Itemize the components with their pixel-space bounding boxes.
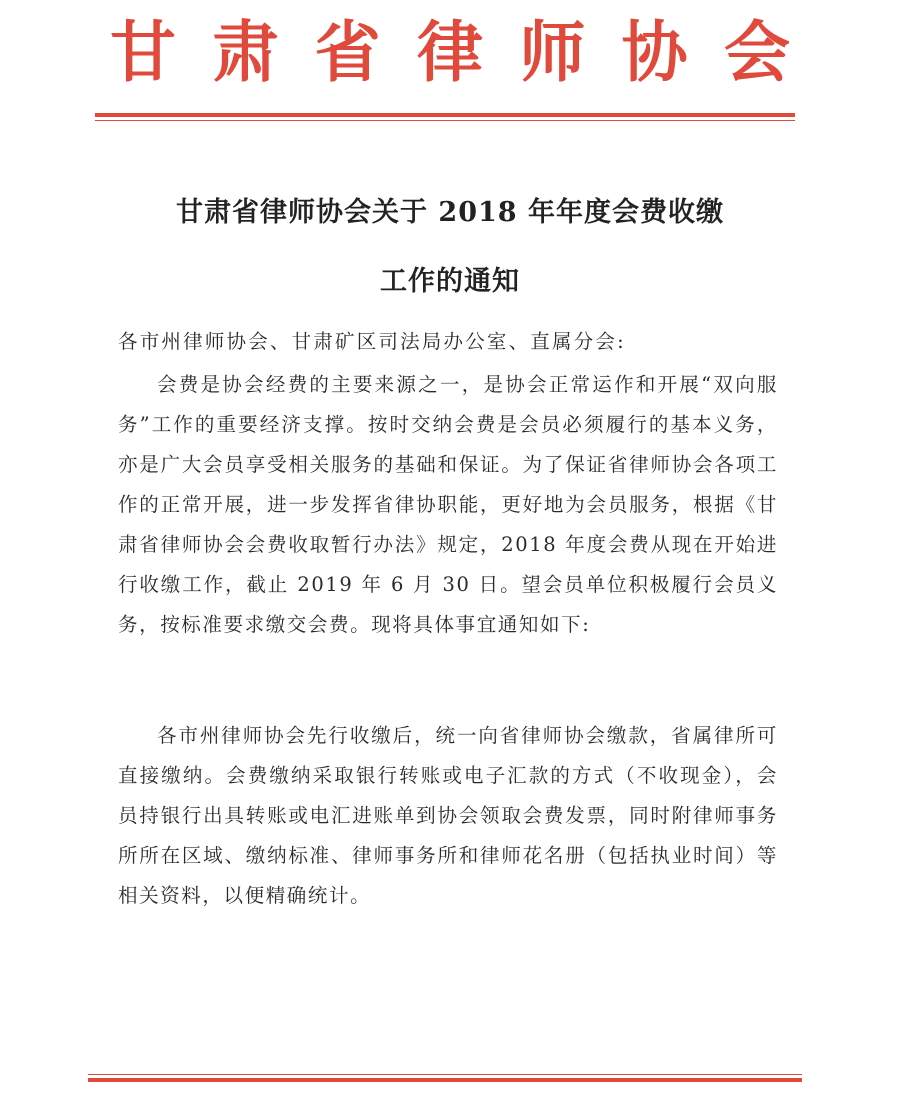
letterhead-org-name (110, 8, 790, 98)
letterhead-char: 律 (416, 14, 483, 91)
body-paragraph: 各市州律师协会先行收缴后，统一向省律师协会缴款，省属律所可直接缴纳。会费缴纳采取银行转账或电子汇款的方式（不收现金），会员持银行出具转账或电汇进账单到协会领取会费发票，同时附律师事务所所在区域、缴纳标准、律师事务所和律师花名册（包括执业时间）等相关资料，以便精确统计。 (118, 724, 778, 907)
letterhead-char: 甘 (110, 14, 176, 91)
letterhead-divider-top (95, 113, 795, 121)
divider-thin-line (95, 120, 795, 121)
letterhead-char: 省 (314, 14, 381, 91)
body-paragraph: 会费是协会经费的主要来源之一，是协会正常运作和开展“双向服务”工作的重要经济支撑。按时交纳会费是会员必须履行的基本义务，亦是广大会员享受相关服务的基础和保证。为了保证省律师协会各项工作的正常开展，进一步发挥省律协职能，更好地为会员服务，根据《甘肃省律师协会会费收取暂行办法》规定，2018 年度会费从现在开始进行收缴工作，截止 2019 年 6 月 30 日。望会员单位积极履行会员义务，按标准要求缴交会费。现将具体事宜通知如下: (118, 373, 778, 636)
document-title-line-2: 工作的通知 (380, 266, 520, 297)
footer-divider (88, 1074, 802, 1082)
divider-thick-line (95, 113, 795, 117)
divider-thin-line (88, 1074, 802, 1075)
letterhead-char: 师 (519, 14, 586, 91)
letterhead-char: 会 (723, 14, 790, 91)
salutation: 各市州律师协会、甘肃矿区司法局办公室、直属分会: (118, 330, 626, 353)
letterhead-char: 协 (621, 14, 688, 91)
divider-thick-line (88, 1078, 802, 1082)
letterhead-char: 肃 (212, 14, 279, 91)
document-title-line-1: 甘肃省律师协会关于 2018 年年度会费收缴 (176, 197, 724, 228)
